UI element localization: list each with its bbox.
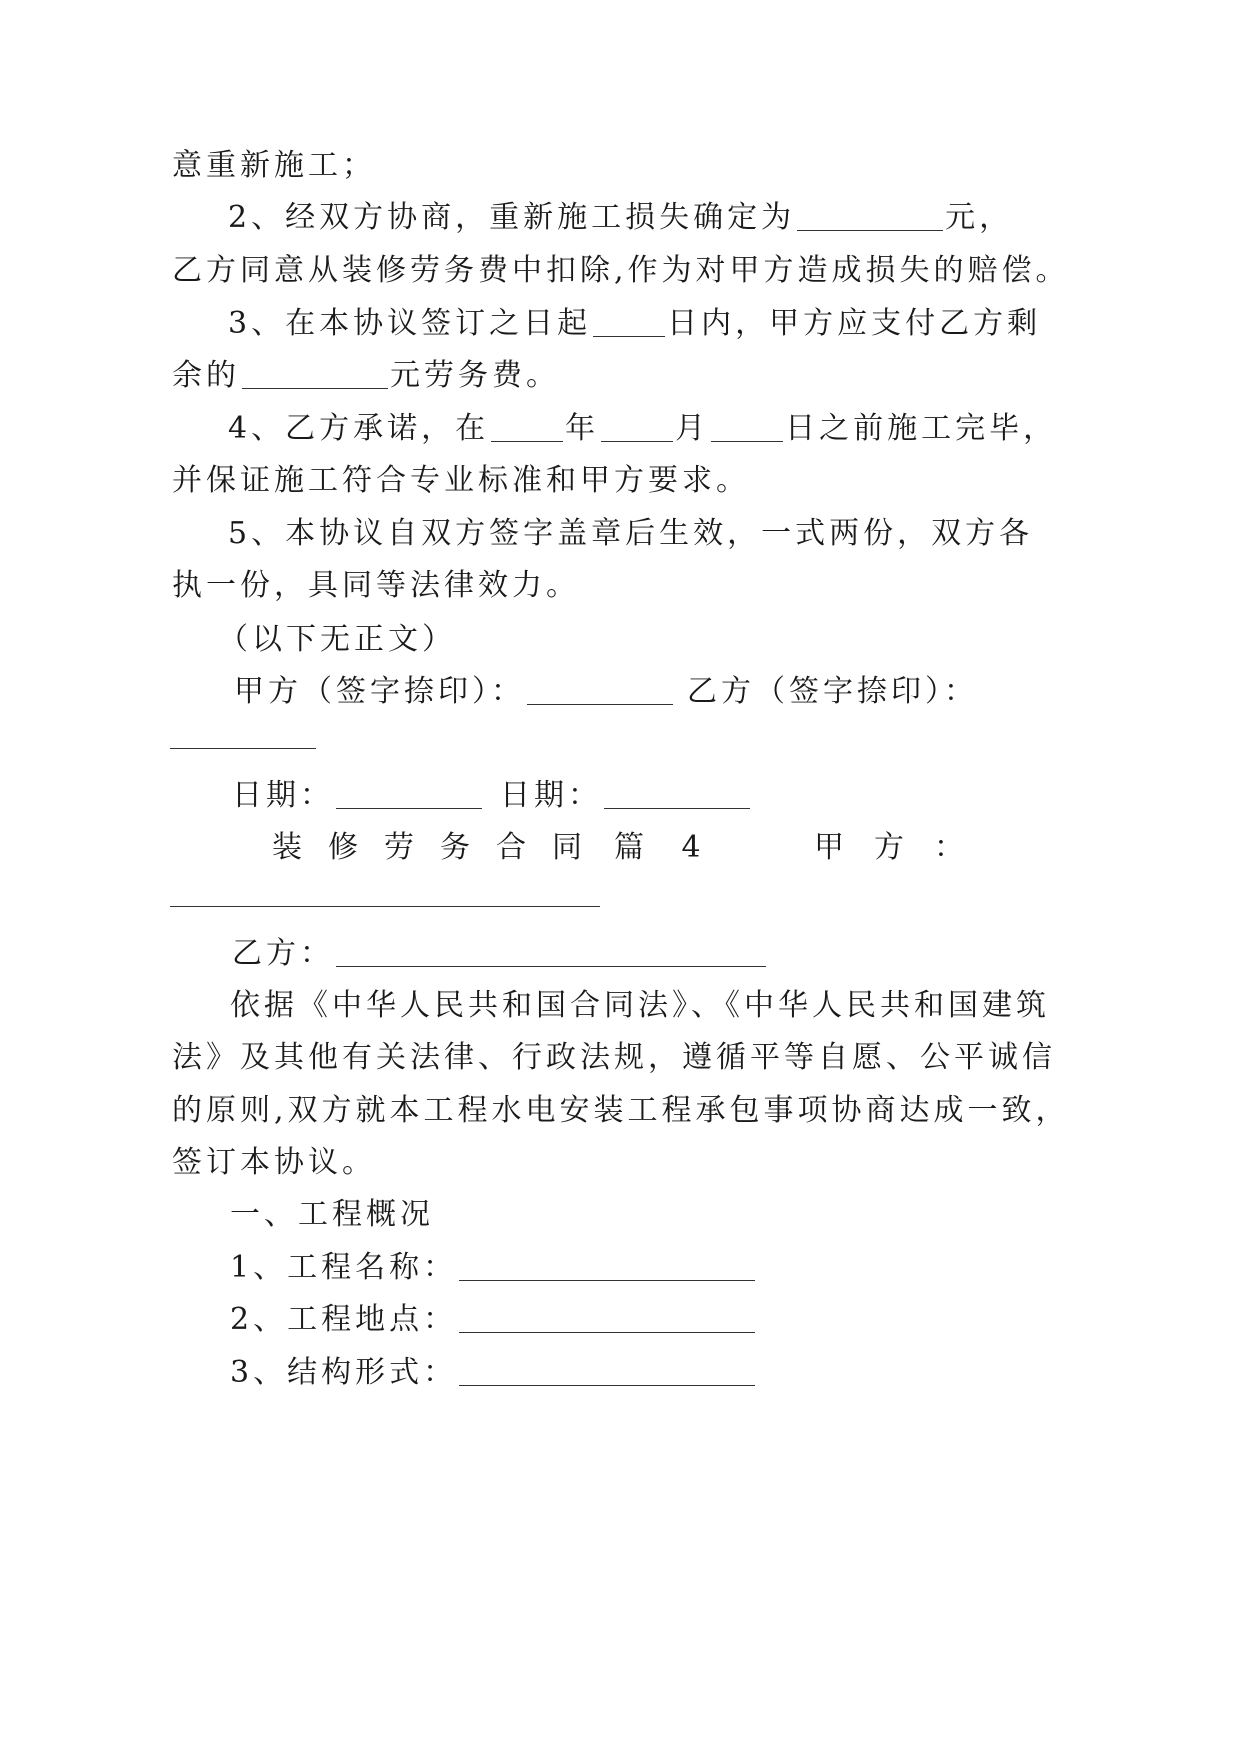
line-text: 依据《中华人民共和国合同法》、《中华人民共和国建筑 [230, 988, 1050, 1023]
paragraph-line [172, 251, 1070, 291]
fill-blank [797, 200, 943, 231]
fill-blank [459, 1355, 755, 1386]
fill-blank [593, 306, 665, 337]
fill-blank [604, 778, 750, 809]
paragraph-line [172, 1143, 376, 1183]
party-a-signature-label: 甲方（签字捺印）： [234, 674, 525, 709]
signature-line [234, 672, 978, 712]
line-text: 年 [565, 411, 600, 446]
party-line [232, 934, 768, 974]
section-heading [614, 828, 715, 868]
paragraph-line [230, 986, 1050, 1026]
form-field-line [230, 1248, 757, 1288]
fill-blank [491, 411, 563, 442]
line-text: 元， [945, 200, 1014, 235]
fill-blank [601, 411, 673, 442]
paragraph-line [228, 514, 1033, 554]
section-heading [230, 1195, 434, 1235]
party-b-label: 乙方： [232, 936, 334, 971]
field-label: 1、工程名称： [230, 1250, 458, 1285]
line-text: 月 [675, 411, 710, 446]
line-text: 余的 [172, 358, 240, 393]
paragraph-line [172, 356, 560, 396]
line-text: 2、经双方协商，重新施工损失确定为 [228, 200, 796, 235]
line-text: 法》及其他有关法律、行政法规，遵循平等自愿、公平诚信 [172, 1040, 1056, 1075]
date-label: 日期： [500, 778, 602, 813]
paragraph-line [172, 146, 376, 186]
line-text: 意重新施工； [172, 148, 376, 183]
date-line [232, 776, 752, 816]
line-text: 日之前施工完毕， [785, 411, 1058, 446]
fill-blank [170, 748, 316, 749]
line-text: 并保证施工符合专业标准和甲方要求。 [172, 463, 750, 498]
paragraph-line [218, 620, 456, 660]
fill-blank [242, 358, 388, 389]
paragraph-line [172, 461, 750, 501]
line-text: （以下无正文） [218, 622, 456, 657]
fill-blank [459, 1302, 755, 1333]
chapter-label: 篇 4 [614, 830, 715, 865]
form-field-line [230, 1300, 757, 1340]
line-text: 乙方同意从装修劳务费中扣除,作为对甲方造成损失的赔偿。 [172, 253, 1070, 288]
fill-blank [711, 411, 783, 442]
date-label: 日期： [232, 778, 334, 813]
form-field-line [230, 1353, 757, 1393]
paragraph-line [172, 566, 580, 606]
fill-blank [527, 674, 673, 705]
line-text: 元劳务费。 [390, 358, 560, 393]
paragraph-line [228, 409, 1057, 449]
line-text: 4、乙方承诺，在 [228, 411, 490, 446]
line-text: 签订本协议。 [172, 1145, 376, 1180]
paragraph-line [228, 198, 1013, 238]
line-text: 的原则,双方就本工程水电安装工程承包事项协商达成一致， [172, 1093, 1070, 1128]
paragraph-line [228, 304, 1041, 344]
line-text: 5、本协议自双方签字盖章后生效，一式两份，双方各 [228, 516, 1034, 551]
paragraph-line [172, 1091, 1070, 1131]
section-heading [814, 828, 994, 868]
fill-blank [170, 906, 600, 907]
section-heading [272, 828, 608, 868]
line-text: 一、工程概况 [230, 1197, 434, 1232]
party-b-signature-label: 乙方（签字捺印）： [687, 674, 978, 709]
contract-title: 装修劳务合同 [272, 830, 608, 865]
paragraph-line [172, 1038, 1056, 1078]
field-label: 2、工程地点： [230, 1302, 458, 1337]
field-label: 3、结构形式： [230, 1355, 458, 1390]
line-text: 3、在本协议签订之日起 [228, 306, 592, 341]
fill-blank [459, 1250, 755, 1281]
line-text: 日内，甲方应支付乙方剩 [667, 306, 1042, 341]
fill-blank [336, 936, 766, 967]
fill-blank [336, 778, 482, 809]
line-text: 执一份，具同等法律效力。 [172, 568, 580, 603]
party-a-label: 甲方： [814, 830, 994, 865]
